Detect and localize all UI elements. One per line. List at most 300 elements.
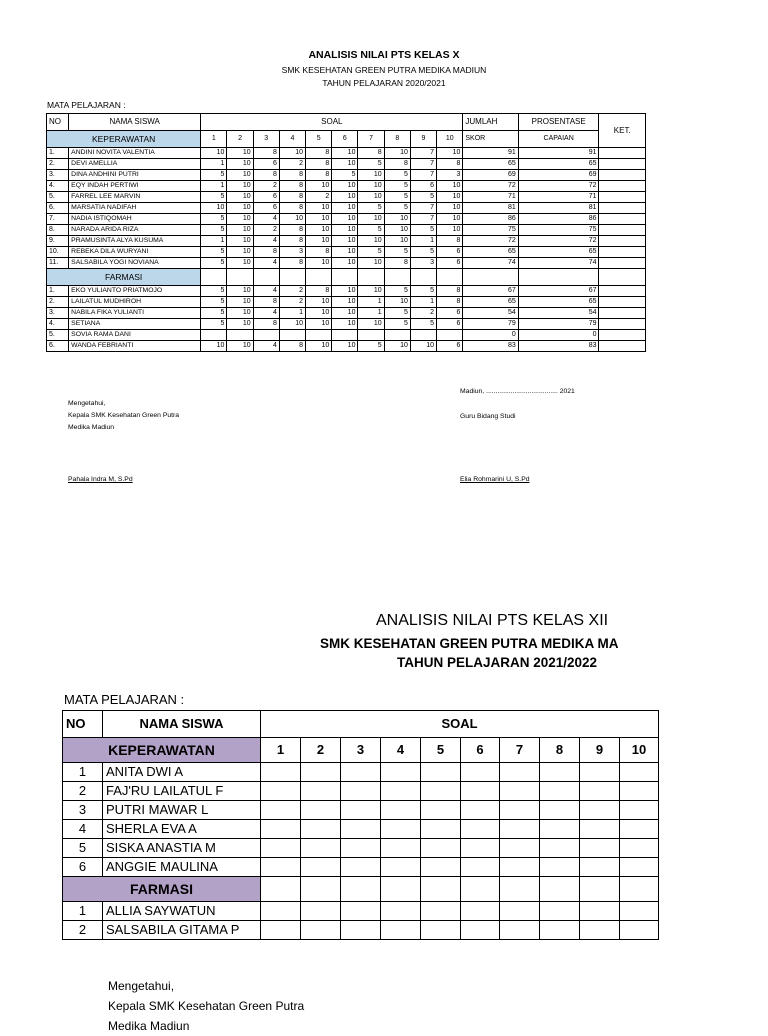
table-row bbox=[47, 286, 646, 297]
score-cell: 4 bbox=[253, 236, 279, 247]
table-row bbox=[63, 858, 659, 877]
score-cell: 5 bbox=[358, 247, 384, 258]
score-cell: 6 bbox=[253, 192, 279, 203]
score-cell bbox=[301, 820, 341, 839]
row-number: 6 bbox=[63, 858, 103, 877]
sheet2-score-table bbox=[62, 710, 659, 940]
table-row bbox=[47, 247, 646, 258]
score-cell: 6 bbox=[437, 341, 463, 352]
score-cell: 4 bbox=[253, 341, 279, 352]
row-number: 2 bbox=[63, 782, 103, 801]
header-ket: KET. bbox=[599, 114, 646, 148]
score-cell: 1 bbox=[358, 308, 384, 319]
score-cell bbox=[279, 330, 305, 341]
total-score: 72 bbox=[463, 181, 518, 192]
score-cell: 10 bbox=[332, 308, 358, 319]
table-row bbox=[63, 839, 659, 858]
sheet1-left-signature bbox=[68, 398, 179, 434]
ket-cell bbox=[599, 247, 646, 258]
score-cell: 5 bbox=[384, 308, 410, 319]
header-capaian: CAPAIAN bbox=[518, 131, 599, 148]
score-cell: 2 bbox=[306, 192, 332, 203]
section-name: KEPERAWATAN bbox=[63, 738, 261, 763]
score-cell: 10 bbox=[227, 192, 253, 203]
score-cell: 10 bbox=[306, 214, 332, 225]
score-cell bbox=[461, 820, 500, 839]
row-number: 4 bbox=[63, 820, 103, 839]
percentage: 0 bbox=[518, 330, 599, 341]
score-cell bbox=[301, 839, 341, 858]
sheet1-right-signer-name: Elia Rohmarini U, S.Pd bbox=[460, 476, 530, 483]
student-name: EKO YULIANTO PRIATMOJO bbox=[69, 286, 201, 297]
score-cell bbox=[500, 858, 540, 877]
score-cell: 10 bbox=[306, 181, 332, 192]
table-row bbox=[47, 181, 646, 192]
total-score: 0 bbox=[463, 330, 518, 341]
score-cell: 10 bbox=[384, 148, 410, 159]
score-cell bbox=[421, 921, 461, 940]
row-number: 3 bbox=[63, 801, 103, 820]
score-cell bbox=[500, 921, 540, 940]
score-cell bbox=[620, 858, 659, 877]
percentage: 67 bbox=[518, 286, 599, 297]
sheet1-left-signer-name: Pahala Indra M, S.Pd bbox=[68, 476, 133, 483]
score-cell bbox=[580, 763, 620, 782]
score-cell: 5 bbox=[384, 192, 410, 203]
score-cell: 2 bbox=[279, 159, 305, 170]
score-cell bbox=[620, 763, 659, 782]
student-name: ANITA DWI A bbox=[103, 763, 261, 782]
score-cell: 10 bbox=[332, 159, 358, 170]
ket-cell bbox=[599, 225, 646, 236]
score-cell: 5 bbox=[201, 308, 227, 319]
score-cell: 10 bbox=[437, 225, 463, 236]
score-cell: 10 bbox=[227, 236, 253, 247]
score-cell bbox=[580, 839, 620, 858]
sheet1-section-row bbox=[47, 269, 646, 286]
score-cell: 10 bbox=[358, 192, 384, 203]
score-cell: 8 bbox=[279, 258, 305, 269]
score-cell: 5 bbox=[201, 258, 227, 269]
score-cell: 10 bbox=[384, 236, 410, 247]
score-cell bbox=[620, 820, 659, 839]
score-cell: 10 bbox=[227, 258, 253, 269]
score-cell: 5 bbox=[384, 247, 410, 258]
score-cell: 8 bbox=[279, 236, 305, 247]
header-soal: SOAL bbox=[201, 114, 463, 131]
sheet2-year: TAHUN PELAJARAN 2021/2022 bbox=[397, 655, 598, 670]
score-cell: 8 bbox=[279, 181, 305, 192]
score-cell: 3 bbox=[437, 170, 463, 181]
header-question-number: 1 bbox=[261, 738, 301, 763]
ket-cell bbox=[599, 341, 646, 352]
student-name: PRAMUSINTA ALYA KUSUMA bbox=[69, 236, 201, 247]
score-cell: 6 bbox=[437, 308, 463, 319]
score-cell: 10 bbox=[227, 247, 253, 258]
score-cell bbox=[540, 858, 580, 877]
score-cell: 10 bbox=[437, 192, 463, 203]
empty-cell bbox=[540, 877, 580, 902]
score-cell: 10 bbox=[201, 341, 227, 352]
header-question-number: 6 bbox=[461, 738, 500, 763]
score-cell: 2 bbox=[279, 286, 305, 297]
score-cell: 10 bbox=[332, 214, 358, 225]
total-score: 81 bbox=[463, 203, 518, 214]
ket-cell bbox=[599, 236, 646, 247]
ket-cell bbox=[599, 286, 646, 297]
score-cell: 5 bbox=[201, 297, 227, 308]
score-cell: 5 bbox=[201, 225, 227, 236]
score-cell: 8 bbox=[437, 286, 463, 297]
score-cell: 10 bbox=[437, 181, 463, 192]
score-cell bbox=[384, 330, 410, 341]
sheet2-signature bbox=[108, 976, 304, 1036]
ket-cell bbox=[599, 297, 646, 308]
student-name: FAJ'RU LAILATUL F bbox=[103, 782, 261, 801]
table-row bbox=[63, 902, 659, 921]
score-cell: 6 bbox=[253, 203, 279, 214]
header-question-number: 5 bbox=[421, 738, 461, 763]
score-cell bbox=[620, 921, 659, 940]
section-name: FARMASI bbox=[47, 269, 201, 286]
score-cell bbox=[620, 839, 659, 858]
student-name: MARSATIA NADIFAH bbox=[69, 203, 201, 214]
sheet1-school: SMK KESEHATAN GREEN PUTRA MEDIKA MADIUN bbox=[281, 65, 487, 75]
score-cell bbox=[620, 902, 659, 921]
score-cell bbox=[341, 763, 381, 782]
score-cell: 6 bbox=[437, 247, 463, 258]
total-score: 72 bbox=[463, 236, 518, 247]
score-cell bbox=[421, 782, 461, 801]
row-number: 5 bbox=[63, 839, 103, 858]
row-number: 5. bbox=[47, 330, 69, 341]
score-cell bbox=[227, 330, 253, 341]
score-cell: 10 bbox=[227, 341, 253, 352]
empty-cell bbox=[358, 269, 384, 286]
sheet2-header-row bbox=[63, 711, 659, 738]
total-score: 86 bbox=[463, 214, 518, 225]
empty-cell bbox=[201, 269, 227, 286]
score-cell: 8 bbox=[253, 297, 279, 308]
score-cell bbox=[580, 902, 620, 921]
total-score: 69 bbox=[463, 170, 518, 181]
score-cell: 10 bbox=[227, 297, 253, 308]
score-cell: 10 bbox=[384, 341, 410, 352]
table-row bbox=[63, 921, 659, 940]
ket-cell bbox=[599, 258, 646, 269]
sheet2-section-row bbox=[63, 877, 659, 902]
score-cell: 7 bbox=[410, 203, 436, 214]
student-name: SALSABILA YOGI NOVIANA bbox=[69, 258, 201, 269]
empty-cell bbox=[301, 877, 341, 902]
empty-cell bbox=[500, 877, 540, 902]
score-cell: 5 bbox=[384, 181, 410, 192]
score-cell bbox=[201, 330, 227, 341]
score-cell bbox=[261, 801, 301, 820]
table-row bbox=[47, 319, 646, 330]
header-question-number: 9 bbox=[410, 131, 436, 148]
score-cell bbox=[261, 820, 301, 839]
header-no: NO bbox=[63, 711, 103, 738]
score-cell: 8 bbox=[279, 170, 305, 181]
score-cell bbox=[421, 858, 461, 877]
total-score: 65 bbox=[463, 159, 518, 170]
section-name: KEPERAWATAN bbox=[47, 131, 201, 148]
table-row bbox=[47, 192, 646, 203]
score-cell bbox=[421, 820, 461, 839]
score-cell: 5 bbox=[201, 192, 227, 203]
percentage: 71 bbox=[518, 192, 599, 203]
total-score: 71 bbox=[463, 192, 518, 203]
section-name: FARMASI bbox=[63, 877, 261, 902]
score-cell: 10 bbox=[410, 341, 436, 352]
row-number: 1. bbox=[47, 286, 69, 297]
empty-cell bbox=[410, 269, 436, 286]
score-cell bbox=[461, 801, 500, 820]
sheet1-right-line1: Guru Bidang Studi bbox=[460, 413, 516, 420]
score-cell: 5 bbox=[358, 225, 384, 236]
score-cell: 10 bbox=[227, 170, 253, 181]
score-cell: 6 bbox=[437, 319, 463, 330]
row-number: 3. bbox=[47, 170, 69, 181]
row-number: 11. bbox=[47, 258, 69, 269]
score-cell bbox=[461, 921, 500, 940]
percentage: 69 bbox=[518, 170, 599, 181]
header-name: NAMA SISWA bbox=[103, 711, 261, 738]
score-cell: 10 bbox=[306, 308, 332, 319]
score-cell: 10 bbox=[358, 258, 384, 269]
score-cell: 8 bbox=[358, 148, 384, 159]
score-cell bbox=[261, 782, 301, 801]
score-cell: 10 bbox=[332, 258, 358, 269]
score-cell bbox=[461, 858, 500, 877]
score-cell bbox=[500, 820, 540, 839]
score-cell: 1 bbox=[358, 297, 384, 308]
row-number: 9. bbox=[47, 236, 69, 247]
sheet2-sig-line2: Kepala SMK Kesehatan Green Putra bbox=[108, 999, 305, 1013]
score-cell bbox=[437, 330, 463, 341]
ket-cell bbox=[599, 192, 646, 203]
student-name: ANGGIE MAULINA bbox=[103, 858, 261, 877]
header-question-number: 2 bbox=[301, 738, 341, 763]
score-cell bbox=[332, 330, 358, 341]
empty-cell bbox=[341, 877, 381, 902]
header-soal: SOAL bbox=[261, 711, 659, 738]
row-number: 1. bbox=[47, 148, 69, 159]
score-cell: 2 bbox=[279, 297, 305, 308]
empty-cell bbox=[279, 269, 305, 286]
sheet1-header-row bbox=[47, 114, 646, 131]
score-cell: 5 bbox=[410, 247, 436, 258]
score-cell: 10 bbox=[437, 148, 463, 159]
sheet2-subject-label: MATA PELAJARAN : bbox=[64, 692, 185, 707]
score-cell: 10 bbox=[279, 319, 305, 330]
sheet2-school: SMK KESEHATAN GREEN PUTRA MEDIKA MA bbox=[320, 636, 619, 651]
row-number: 2. bbox=[47, 159, 69, 170]
score-cell bbox=[341, 782, 381, 801]
empty-cell bbox=[253, 269, 279, 286]
percentage: 74 bbox=[518, 258, 599, 269]
score-cell: 5 bbox=[384, 203, 410, 214]
header-question-number: 8 bbox=[384, 131, 410, 148]
header-question-number: 4 bbox=[279, 131, 305, 148]
score-cell bbox=[461, 839, 500, 858]
score-cell: 7 bbox=[410, 214, 436, 225]
score-cell bbox=[620, 801, 659, 820]
score-cell: 8 bbox=[306, 247, 332, 258]
percentage: 54 bbox=[518, 308, 599, 319]
score-cell: 1 bbox=[201, 159, 227, 170]
score-cell: 5 bbox=[201, 247, 227, 258]
score-cell: 8 bbox=[279, 203, 305, 214]
score-cell bbox=[500, 782, 540, 801]
row-number: 6. bbox=[47, 203, 69, 214]
score-cell bbox=[341, 801, 381, 820]
score-cell: 8 bbox=[384, 159, 410, 170]
score-cell: 10 bbox=[358, 181, 384, 192]
header-question-number: 10 bbox=[437, 131, 463, 148]
empty-cell bbox=[580, 877, 620, 902]
score-cell: 10 bbox=[384, 225, 410, 236]
score-cell bbox=[500, 902, 540, 921]
header-question-number: 3 bbox=[253, 131, 279, 148]
score-cell bbox=[421, 902, 461, 921]
score-cell bbox=[500, 801, 540, 820]
row-number: 2. bbox=[47, 297, 69, 308]
empty-cell bbox=[463, 269, 518, 286]
row-number: 5. bbox=[47, 192, 69, 203]
header-question-number: 1 bbox=[201, 131, 227, 148]
score-cell: 4 bbox=[253, 258, 279, 269]
score-cell bbox=[381, 902, 421, 921]
score-cell: 10 bbox=[306, 297, 332, 308]
student-name: PUTRI MAWAR L bbox=[103, 801, 261, 820]
header-question-number: 4 bbox=[381, 738, 421, 763]
student-name: NARADA ARIDA RIZA bbox=[69, 225, 201, 236]
row-number: 4. bbox=[47, 319, 69, 330]
score-cell bbox=[580, 921, 620, 940]
total-score: 67 bbox=[463, 286, 518, 297]
score-cell: 8 bbox=[279, 341, 305, 352]
score-cell: 6 bbox=[437, 258, 463, 269]
score-cell: 10 bbox=[227, 214, 253, 225]
score-cell: 8 bbox=[306, 159, 332, 170]
percentage: 91 bbox=[518, 148, 599, 159]
student-name: SETIANA bbox=[69, 319, 201, 330]
empty-cell bbox=[381, 877, 421, 902]
score-cell: 10 bbox=[358, 286, 384, 297]
score-cell bbox=[261, 858, 301, 877]
empty-cell bbox=[461, 877, 500, 902]
score-cell: 10 bbox=[332, 319, 358, 330]
percentage: 72 bbox=[518, 181, 599, 192]
score-cell bbox=[358, 330, 384, 341]
score-cell bbox=[580, 801, 620, 820]
score-cell bbox=[461, 902, 500, 921]
score-cell: 5 bbox=[358, 203, 384, 214]
score-cell: 10 bbox=[358, 170, 384, 181]
score-cell: 5 bbox=[384, 319, 410, 330]
header-name: NAMA SISWA bbox=[69, 114, 201, 131]
score-cell: 8 bbox=[253, 170, 279, 181]
header-question-number: 3 bbox=[341, 738, 381, 763]
score-cell bbox=[261, 763, 301, 782]
score-cell: 4 bbox=[253, 308, 279, 319]
percentage: 83 bbox=[518, 341, 599, 352]
score-cell: 5 bbox=[358, 159, 384, 170]
student-name: ANDINI NOVITA VALENTIA bbox=[69, 148, 201, 159]
header-question-number: 2 bbox=[227, 131, 253, 148]
score-cell: 10 bbox=[332, 247, 358, 258]
table-row bbox=[63, 763, 659, 782]
score-cell: 7 bbox=[410, 148, 436, 159]
empty-cell bbox=[306, 269, 332, 286]
header-question-number: 7 bbox=[500, 738, 540, 763]
table-row bbox=[47, 225, 646, 236]
score-cell: 8 bbox=[306, 170, 332, 181]
table-row bbox=[47, 258, 646, 269]
score-cell: 4 bbox=[253, 214, 279, 225]
student-name: SOVIA RAMA DANI bbox=[69, 330, 201, 341]
score-cell: 10 bbox=[227, 148, 253, 159]
student-name: NABILA FIKA YULIANTI bbox=[69, 308, 201, 319]
score-cell: 8 bbox=[437, 159, 463, 170]
score-cell bbox=[301, 763, 341, 782]
score-cell: 5 bbox=[384, 286, 410, 297]
percentage: 72 bbox=[518, 236, 599, 247]
header-jumlah: JUMLAH bbox=[463, 114, 518, 131]
score-cell: 5 bbox=[358, 341, 384, 352]
table-row bbox=[47, 203, 646, 214]
row-number: 1 bbox=[63, 902, 103, 921]
score-cell: 7 bbox=[410, 170, 436, 181]
total-score: 65 bbox=[463, 297, 518, 308]
score-cell bbox=[381, 801, 421, 820]
empty-cell bbox=[518, 269, 599, 286]
score-cell bbox=[381, 820, 421, 839]
score-cell bbox=[341, 921, 381, 940]
score-cell: 10 bbox=[306, 203, 332, 214]
percentage: 65 bbox=[518, 159, 599, 170]
score-cell bbox=[381, 763, 421, 782]
sheet1-title: ANALISIS NILAI PTS KELAS X bbox=[308, 49, 460, 61]
total-score: 54 bbox=[463, 308, 518, 319]
student-name: WANDA FEBRIANTI bbox=[69, 341, 201, 352]
score-cell bbox=[253, 330, 279, 341]
score-cell bbox=[421, 801, 461, 820]
score-cell: 8 bbox=[437, 297, 463, 308]
total-score: 83 bbox=[463, 341, 518, 352]
score-cell: 10 bbox=[306, 319, 332, 330]
sheet1-subject-label: MATA PELAJARAN : bbox=[47, 100, 126, 110]
score-cell: 10 bbox=[227, 319, 253, 330]
ket-cell bbox=[599, 148, 646, 159]
score-cell bbox=[580, 782, 620, 801]
score-cell: 10 bbox=[384, 297, 410, 308]
row-number: 4. bbox=[47, 181, 69, 192]
score-cell bbox=[421, 763, 461, 782]
total-score: 65 bbox=[463, 247, 518, 258]
score-cell bbox=[381, 921, 421, 940]
score-cell: 10 bbox=[332, 192, 358, 203]
score-cell: 8 bbox=[279, 225, 305, 236]
score-cell bbox=[261, 902, 301, 921]
percentage: 81 bbox=[518, 203, 599, 214]
score-cell: 6 bbox=[410, 181, 436, 192]
score-cell: 1 bbox=[410, 236, 436, 247]
student-name: SHERLA EVA A bbox=[103, 820, 261, 839]
score-cell bbox=[301, 858, 341, 877]
